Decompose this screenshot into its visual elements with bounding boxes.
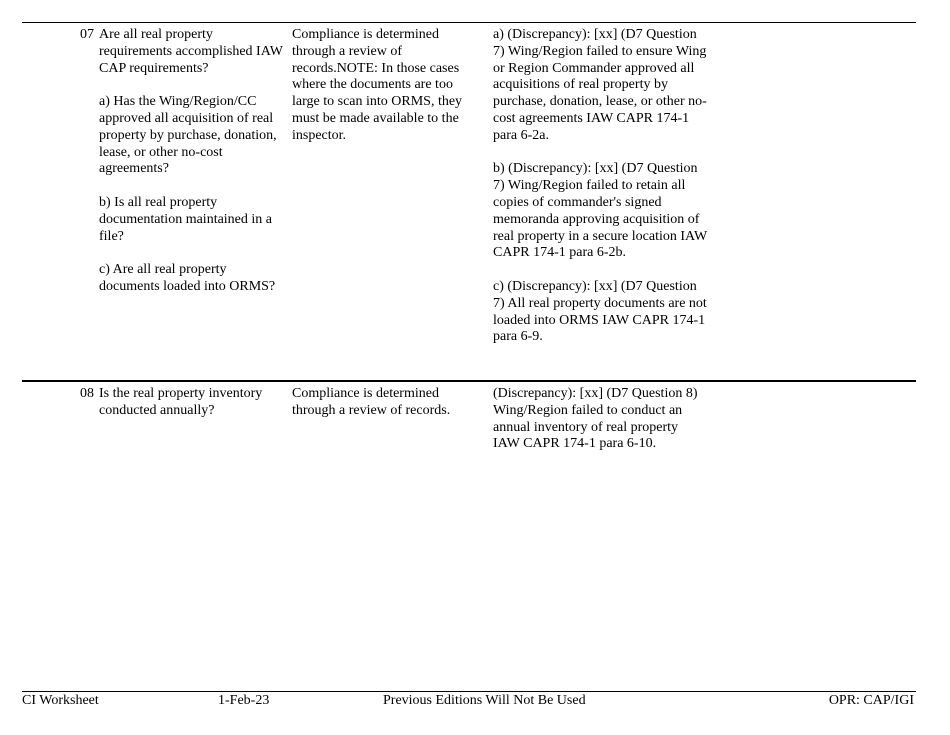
footer-opr: OPR: CAP/IGI [828,693,914,708]
subquestion-b: b) Is all real property documentation maintained in a file? [99,194,273,244]
subquestion-c: c) Are all real property documents loaded into ORMS? [99,262,276,294]
question-text: Are all real property requirements accomplished IAW CAP requirements? [99,27,283,76]
question-text-cell [99,27,289,296]
subquestion-a: a) Has the Wing/Region/CC approved all acquisition of real property by purchase, donation, lease, or other no-cost agreements? [99,94,277,177]
footer-notice: Previous Editions Will Not Be Used [383,693,586,708]
discrepancy-a: a) (Discrepancy): [xx] (D7 Question 7) Wing/Region failed to ensure Wing or Region Commander approved all acquisitions of real property by purchase, donation, lease, or other no-cost agreements IAW CAPR 174-1 para 6-2a. [493,27,707,143]
question-number: 07 [80,27,94,42]
question-text: Is the real property inventory conducted annually? [99,386,263,418]
question-number: 08 [80,386,94,401]
discrepancy-cell [493,27,708,346]
row-divider [22,380,916,382]
discrepancy-b: b) (Discrepancy): [xx] (D7 Question 7) Wing/Region failed to retain all copies of commander's signed memoranda approving acquisition of real property in a secure location IAW CAPR 174-1 para 6-2b. [493,161,707,261]
compliance-criteria: Compliance is determined through a review of records.NOTE: In those cases where the documents are too large to scan into ORMS, they must be made available to the inspector. [292,27,463,143]
discrepancy-c: c) (Discrepancy): [xx] (D7 Question 7) All real property documents are not loaded into ORMS IAW CAPR 174-1 para 6-9. [493,278,707,345]
footer-date: 1-Feb-23 [218,693,270,708]
top-rule [22,22,916,23]
compliance-criteria: Compliance is determined through a review of records. [292,386,451,418]
discrepancy-text: (Discrepancy): [xx] (D7 Question 8) Wing/Region failed to conduct an annual inventory of real property IAW CAPR 174-1 para 6-10. [493,386,698,452]
footer-form-name: CI Worksheet [22,693,99,708]
footer-rule [22,691,916,692]
